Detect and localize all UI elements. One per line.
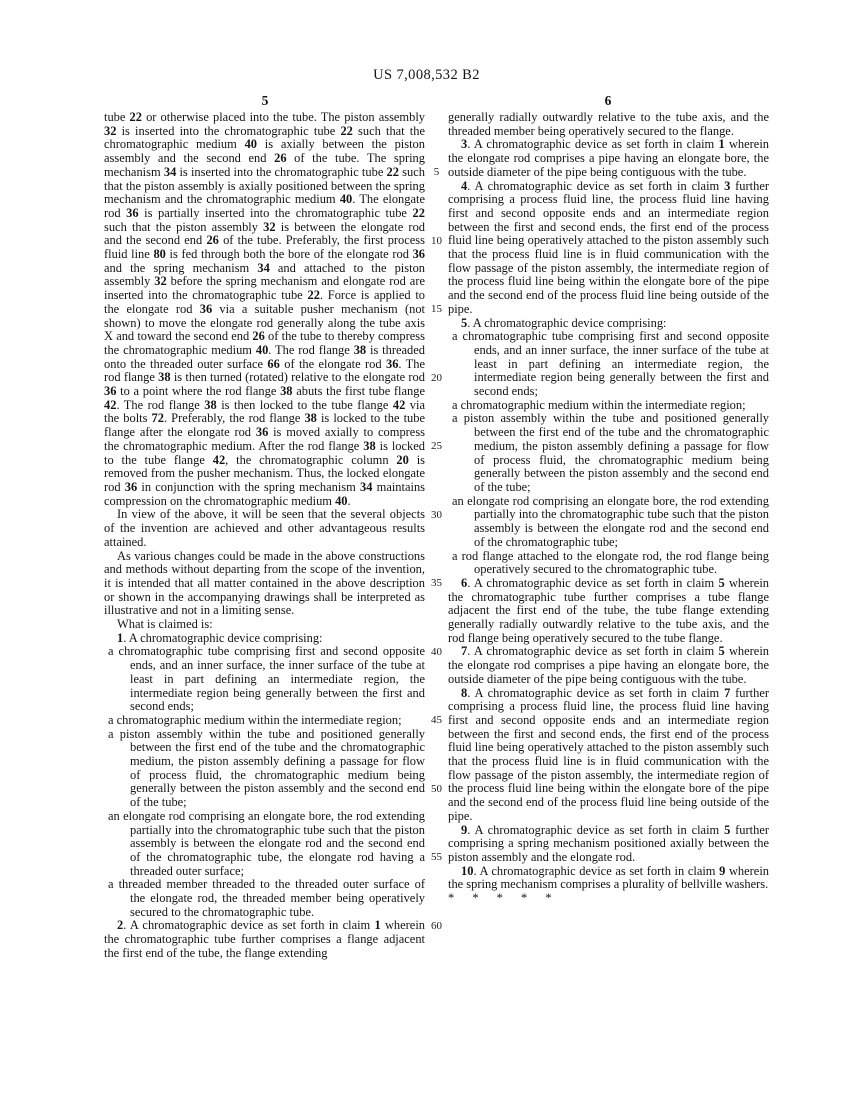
patent-number-header: US 7,008,532 B2 [373,67,480,83]
description-paragraph: As various changes could be made in the above constructions and methods without departing from the scope of the invention, it is intended that all matter contained in the above description or shown in the accompanying drawings shall be interpreted as illustrative and not in a limiting sense. [104,548,425,618]
column-number-left: 5 [261,93,269,108]
column-line-number: 40 [431,646,442,658]
claim-5-clause-rod-flange: a rod flange attached to the elongate rod, the rod flange being operatively secured to the chromatographic tube. [452,548,769,577]
column-line-number: 20 [431,372,442,384]
description-paragraph: tube 22 or otherwise placed into the tube. The piston assembly 32 is inserted into the chromatographic tube 22 such that the chromatographic medium 40 is axially between the piston assembly and the second end 26 of the tube. The spring mechanism 34 is inserted into the chromatographic tube 22 such that the piston assembly is axially positioned between the spring mechanism and the chromatographic medium 40. The elongate rod 36 is partially inserted into the chromatographic tube 22 such that the piston assembly 32 is between the elongate rod and the second end 26 of the tube. Preferably, the first process fluid line 80 is fed through both the bore of the elongate rod 36 and the spring mechanism 34 and attached to the piston assembly 32 before the spring mechanism and elongate rod are inserted into the chromatographic tube 22. Force is applied to the elongate rod 36 via a suitable pusher mechanism (not shown) to move the elongate rod generally along the tube axis X and toward the second end 26 of the tube to thereby compress the chromatographic medium 40. The rod flange 38 is threaded onto the threaded outer surface 66 of the elongate rod 36. The rod flange 38 is then turned (rotated) relative to the elongate rod 36 to a point where the rod flange 38 abuts the first tube flange 42. The rod flange 38 is then locked to the tube flange 42 via the bolts 72. Preferably, the rod flange 38 is locked to the tube flange after the elongate rod 36 is moved axially to compress the chromatographic medium. After the rod flange 38 is locked to the tube flange 42, the chromatographic column 20 is removed from the pusher mechanism. Thus, the locked elongate rod 36 in conjunction with the spring mechanism 34 maintains compression on the chromatographic medium 40. [104,110,426,508]
column-line-number: 25 [431,440,442,452]
claim-5-clause-medium: a chromatographic medium within the intermediate region; [452,397,746,412]
claim-4: 4. A chromatographic device as set forth in claim 3 further comprising a process fluid line, the process fluid line having first and second opposite ends and an intermediate region between the first and second ends, the first end of the process fluid line being operatively attached to the piston assembly such that the process fluid line is in fluid communication with the flow passage of the piston assembly, the intermediate region of the process fluid line being within the elongate bore of the pipe and the second end of the process fluid line being outside of the pipe. [448,178,769,316]
end-of-claims-marker: * * * * * [448,891,552,906]
column-line-number: 55 [431,851,442,863]
claim-5-preamble: 5. A chromatographic device comprising: [461,315,667,330]
claim-5-clause-tube: a chromatographic tube comprising first and second opposite ends, and an inner surface, the inner surface of the tube at least in part defining an intermediate region, the intermediate region being generally between the first and second ends; [452,329,769,399]
column-line-number: 10 [431,235,442,247]
claim-1-clause-tube: a chromatographic tube comprising first and second opposite ends, and an inner surface, the inner surface of the tube at least in part defining an intermediate region, the intermediate region being generally between the first and second ends; [108,644,425,714]
column-line-number: 35 [431,577,442,589]
description-paragraph: In view of the above, it will be seen that the several objects of the invention are achieved and other advantageous results attained. [104,507,425,549]
claim-7: 7. A chromatographic device as set forth in claim 5 wherein the elongate rod comprises a pipe having an elongate bore, the outside diameter of the pipe being contiguous with the tube. [448,644,770,686]
claim-1-clause-rod: an elongate rod comprising an elongate bore, the rod extending partially into the chromatographic tube such that the piston assembly is between the elongate rod and the second end of the chromatographic tube, the elongate rod having a threaded outer surface; [108,808,425,878]
claim-1-clause-threaded-member: a threaded member threaded to the threaded outer surface of the elongate rod, the threaded member being operatively secured to the chromatographic tube. [108,877,425,919]
claims-preamble: What is claimed is: [117,617,213,632]
column-line-number: 45 [431,714,442,726]
claim-3: 3. A chromatographic device as set forth in claim 1 wherein the elongate rod comprises a pipe having an elongate bore, the outside diameter of the pipe being contiguous with the tube. [448,137,770,179]
claim-1-preamble: 1. A chromatographic device comprising: [117,630,323,645]
column-line-number: 30 [431,509,442,521]
claim-6: 6. A chromatographic device as set forth in claim 5 wherein the chromatographic tube further comprises a tube flange adjacent the first end of the tube, the tube flange extending generally radially outwardly relative to the tube axis, and the rod flange being operatively secured to the tube flange. [448,575,770,645]
text-column-right [448,111,769,906]
claim-2: 2. A chromatographic device as set forth in claim 1 wherein the chromatographic tube further comprises a flange adjacent the first end of the tube, the flange extending [104,918,426,960]
column-line-number: 50 [431,783,442,795]
claim-5-clause-rod: an elongate rod comprising an elongate bore, the rod extending partially into the chromatographic tube such that the piston assembly is between the elongate rod and the second end of the chromatographic tube; [452,493,769,549]
claim-2-continuation: generally radially outwardly relative to the tube axis, and the threaded member being operatively secured to the flange. [448,110,769,138]
column-line-number: 15 [431,303,442,315]
claim-5-clause-piston: a piston assembly within the tube and positioned generally between the first end of the tube and the chromatographic medium, the piston assembly defining a passage for flow of process fluid, the chromatographic medium being generally between the piston assembly and the second end of the tube; [452,411,769,494]
claim-9: 9. A chromatographic device as set forth in claim 5 further comprising a spring mechanism positioned axially between the piston assembly and the elongate rod. [448,822,769,864]
text-column-left [104,111,425,961]
claim-1-clause-medium: a chromatographic medium within the intermediate region; [108,712,402,727]
column-number-right: 6 [604,93,612,108]
claim-1-clause-piston: a piston assembly within the tube and positioned generally between the first end of the tube and the chromatographic medium, the piston assembly defining a passage for flow of process fluid, the chromatographic medium being generally between the piston assembly and the second end of the tube; [108,726,425,810]
claim-8: 8. A chromatographic device as set forth in claim 7 further comprising a process fluid line, the process fluid line having first and second opposite ends and an intermediate region between the first and second ends, the first end of the process fluid line being operatively attached to the piston assembly such that the process fluid line is in fluid communication with the flow passage of the piston assembly, the intermediate region of the process fluid line being within the elongate bore of the pipe and the second end of the process fluid line being outside of the pipe. [448,685,769,823]
column-line-number: 60 [431,920,442,932]
claim-10: 10. A chromatographic device as set forth in claim 9 wherein the spring mechanism comprises a plurality of bellville washers. [448,863,770,892]
column-line-number: 5 [433,166,440,178]
